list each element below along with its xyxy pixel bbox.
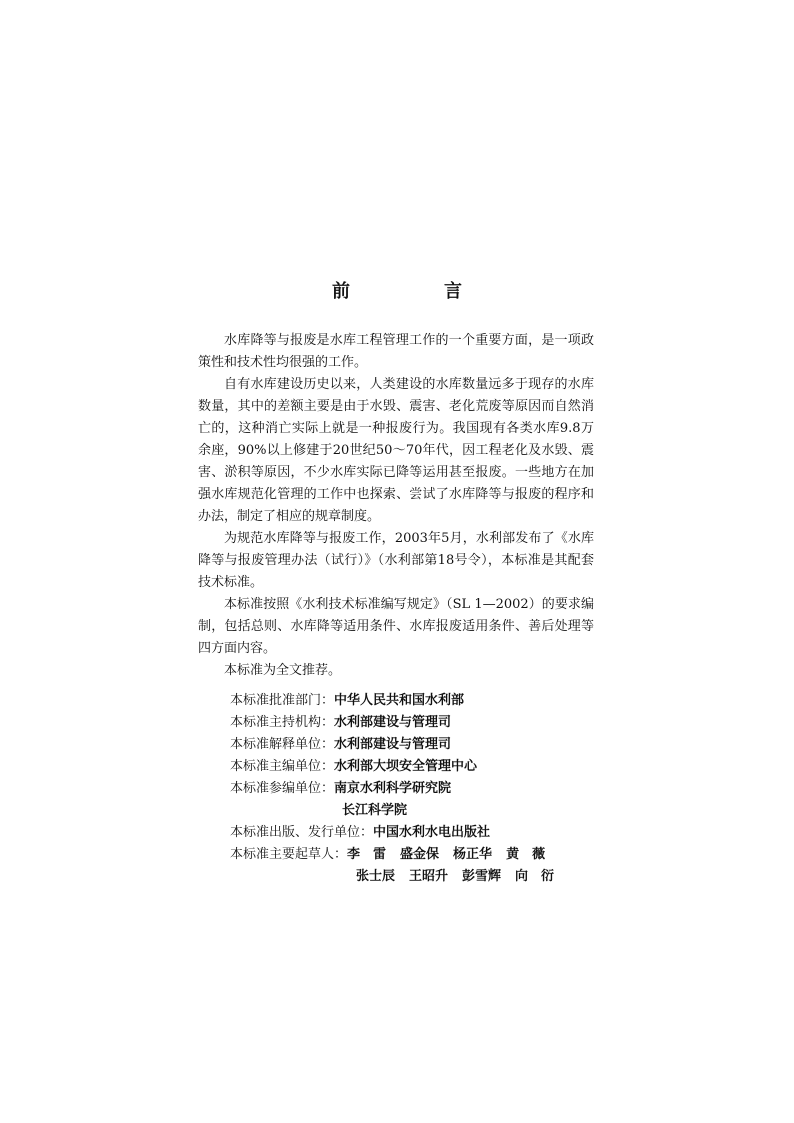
drafter-name: 盛金保 [400, 847, 440, 862]
paragraph: 本标准按照《水利技术标准编写规定》（SL 1—2002）的要求编制，包括总则、水库降等适用条件、水库报废适用条件、善后处理等四方面内容。 [198, 597, 594, 656]
host-row [230, 712, 610, 734]
drafters-names-line2 [230, 866, 610, 888]
editor-row [230, 756, 610, 778]
editor-label: 本标准主编单位： [230, 759, 335, 774]
drafters-row [230, 844, 610, 866]
drafter-name: 彭雪辉 [462, 869, 502, 884]
participant-label: 本标准参编单位： [230, 781, 335, 796]
paragraph: 自有水库建设历史以来，人类建设的水库数量远多于现存的水库数量，其中的差额主要是由于水毁、震害、老化荒废等原因而自然消亡的，这种消亡实际上就是一种报废行为。我国现有各类水库9.8万余座，90%以上修建于20世纪50～70年代，因工程老化及水毁、震害、淤积等原因，不少水库实际已降等运用甚至报废。一些地方在加强水库规范化管理的工作中也探索、尝试了水库降等与报废的程序和办法，制定了相应的规章制度。 [198, 377, 594, 524]
preface-body [198, 330, 594, 682]
paragraph: 为规范水库降等与报废工作，2003年5月，水利部发布了《水库降等与报废管理办法（试行）》（水利部第18号令），本标准是其配套技术标准。 [198, 531, 594, 590]
host-value: 水利部建设与管理司 [334, 715, 452, 730]
paragraph: 水库降等与报废是水库工程管理工作的一个重要方面，是一项政策性和技术性均很强的工作。 [198, 333, 594, 370]
interpret-value: 水利部建设与管理司 [334, 737, 452, 752]
drafters-names-line1 [347, 844, 559, 866]
approval-label: 本标准批准部门： [230, 693, 335, 708]
participant-row [230, 778, 610, 800]
publisher-value: 中国水利水电出版社 [373, 825, 491, 840]
drafters-label: 本标准主要起草人： [230, 847, 348, 862]
interpret-row [230, 734, 610, 756]
approval-row [230, 690, 610, 712]
drafter-name: 黄 薇 [506, 847, 546, 862]
host-label: 本标准主持机构： [230, 715, 335, 730]
approval-value: 中华人民共和国水利部 [334, 693, 465, 708]
drafter-name: 杨正华 [453, 847, 493, 862]
paragraph: 本标准为全文推荐。 [224, 663, 342, 678]
participant-value: 南京水利科学研究院 [334, 781, 452, 796]
editor-value: 水利部大坝安全管理中心 [334, 759, 478, 774]
publisher-label: 本标准出版、发行单位： [230, 825, 374, 840]
publisher-row [230, 822, 610, 844]
interpret-label: 本标准解释单位： [230, 737, 335, 752]
drafter-name: 张士辰 [356, 869, 396, 884]
participant-value-cont: 长江科学院 [342, 803, 408, 818]
page-title: 前 言 [332, 281, 500, 302]
drafter-name: 李 雷 [347, 847, 387, 862]
standard-info [230, 690, 610, 888]
drafter-name: 王昭升 [409, 869, 449, 884]
drafter-name: 向 衍 [515, 869, 555, 884]
